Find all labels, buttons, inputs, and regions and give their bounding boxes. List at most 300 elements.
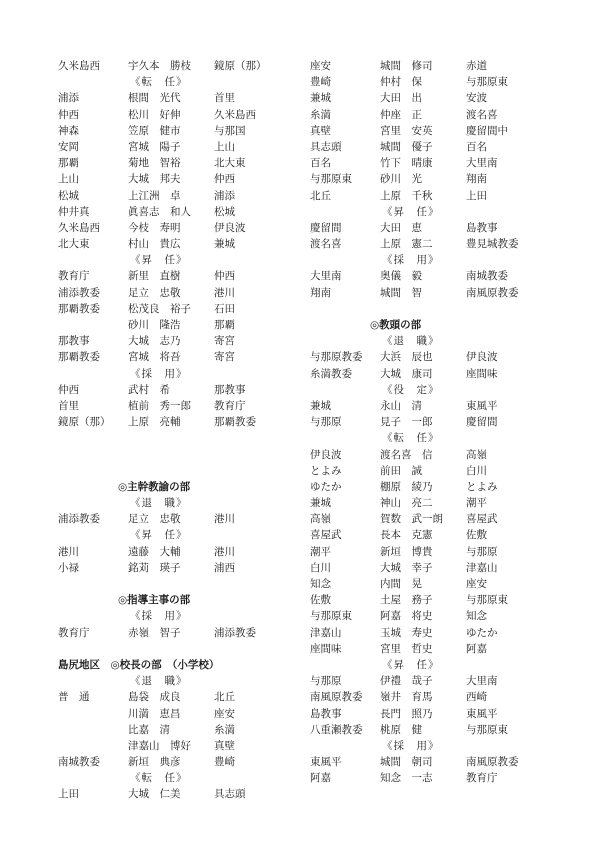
origin-school: 潮平 (310, 545, 331, 558)
origin-school: 仲西 (58, 383, 79, 396)
origin-school: 浦添教委 (58, 513, 100, 526)
person-name: 知念 一志 (380, 772, 433, 785)
personnel-row (58, 722, 298, 738)
spacer (58, 641, 298, 657)
person-name: 川満 恵昌 (128, 707, 181, 720)
origin-school: 与那原教委 (310, 351, 363, 364)
personnel-row (310, 689, 550, 705)
person-name: 砂川 隆浩 (128, 319, 181, 331)
person-name: 嶺井 育馬 (380, 691, 433, 704)
category-label: 《昇 任》 (130, 529, 188, 542)
origin-school: ゆたか (310, 480, 342, 493)
destination-school: 与那国 (214, 124, 246, 137)
category-label: 《退 職》 (130, 497, 188, 510)
category-subheading (58, 527, 298, 543)
category-label: 《採 用》 (130, 367, 188, 380)
origin-school: 喜屋武 (310, 529, 342, 542)
origin-school: 百名 (310, 157, 331, 170)
destination-school: 仲西 (214, 173, 235, 186)
category-subheading (58, 74, 298, 90)
destination-school: 翔南 (466, 173, 487, 186)
personnel-row (310, 155, 550, 171)
personnel-row (58, 285, 298, 301)
personnel-row (58, 155, 298, 171)
person-name: 桃原 健 (380, 723, 422, 736)
personnel-row (310, 349, 550, 365)
person-name: 阿嘉 将史 (380, 610, 433, 623)
personnel-row (310, 527, 550, 543)
personnel-row (58, 268, 298, 284)
person-name: 上江洲 卓 (128, 189, 181, 202)
person-name: 眞喜志 和人 (128, 205, 191, 218)
personnel-row (310, 107, 550, 123)
origin-school: 久米島西 (58, 221, 100, 234)
section-heading-label: ◎指導主事の部 (118, 594, 191, 607)
category-subheading (310, 252, 550, 268)
personnel-row (58, 398, 298, 414)
destination-school: 浦添教委 (214, 626, 256, 639)
origin-school: 安岡 (58, 140, 79, 153)
person-name: 宮里 安英 (380, 124, 433, 137)
origin-school: 鏡原（那） (58, 416, 111, 429)
origin-school: 知念 (310, 578, 331, 590)
personnel-row (310, 414, 550, 430)
personnel-row (310, 511, 550, 527)
category-label: 《転 任》 (130, 76, 188, 89)
category-subheading (58, 608, 298, 624)
personnel-row (58, 188, 298, 204)
personnel-row (310, 770, 550, 786)
personnel-row (310, 479, 550, 495)
destination-school: 慶留間中 (466, 124, 508, 137)
personnel-row (310, 495, 550, 511)
person-name: 赤嶺 智子 (128, 626, 181, 639)
person-name: 永山 清 (380, 399, 422, 412)
person-name: 長門 照乃 (380, 707, 433, 720)
destination-school: 糸満 (214, 723, 235, 736)
category-label: 《退 職》 (382, 335, 440, 348)
person-name: 笠原 健市 (128, 124, 181, 137)
section-heading-label: ◎教頭の部 (370, 319, 422, 331)
person-name: 菊地 智裕 (128, 157, 181, 170)
person-name: 比嘉 清 (128, 723, 170, 736)
destination-school: 豊崎 (214, 756, 235, 769)
person-name: 宮城 将吾 (128, 351, 181, 364)
origin-school: 兼城 (310, 92, 331, 105)
category-subheading (58, 673, 298, 689)
origin-school: 島教事 (310, 707, 342, 720)
origin-school: 与那原 (310, 675, 342, 688)
destination-school: 那覇 (214, 319, 235, 331)
destination-school: 教育庁 (466, 772, 498, 785)
destination-school: 鏡原（那） (214, 60, 267, 72)
person-name: 城間 智 (380, 286, 422, 299)
person-name: 仲村 保 (380, 76, 422, 89)
spacer (58, 463, 298, 479)
origin-school: 兼城 (310, 399, 331, 412)
origin-school: 津嘉山 (310, 626, 342, 639)
personnel-row (310, 608, 550, 624)
origin-school: 阿嘉 (310, 772, 331, 785)
personnel-row (310, 754, 550, 770)
person-name: 大田 出 (380, 92, 422, 105)
destination-school: 浦西 (214, 561, 235, 574)
category-subheading (310, 430, 550, 446)
origin-school: 佐敷 (310, 594, 331, 607)
origin-school: 与那原東 (310, 173, 352, 186)
person-name: 松茂良 裕子 (128, 302, 191, 315)
origin-school: 南城教委 (58, 756, 100, 769)
personnel-row (58, 560, 298, 576)
personnel-row (310, 366, 550, 382)
destination-school: 津嘉山 (466, 561, 498, 574)
destination-school: 潮平 (466, 497, 487, 510)
person-name: 新垣 博貴 (380, 545, 433, 558)
personnel-row (310, 398, 550, 414)
destination-school: 寄宮 (214, 335, 235, 348)
category-subheading (310, 738, 550, 754)
destination-school: 真壁 (214, 739, 235, 752)
personnel-row (310, 220, 550, 236)
personnel-row (310, 641, 550, 657)
personnel-row (58, 544, 298, 560)
person-name: 大田 恵 (380, 221, 422, 234)
personnel-row (58, 414, 298, 430)
person-name: 城間 優子 (380, 140, 433, 153)
person-name: 大城 幸子 (380, 561, 433, 574)
person-name: 仲座 正 (380, 108, 422, 121)
person-name: 城間 朝司 (380, 756, 433, 769)
category-label: 《採 用》 (382, 254, 440, 267)
destination-school: 西崎 (466, 691, 487, 704)
personnel-row (310, 123, 550, 139)
personnel-row (58, 107, 298, 123)
personnel-row (58, 236, 298, 252)
personnel-row (58, 139, 298, 155)
origin-school: 兼城 (310, 497, 331, 510)
category-subheading (58, 366, 298, 382)
origin-school: 教育庁 (58, 270, 90, 283)
destination-school: 南城教委 (466, 270, 508, 283)
personnel-row (58, 204, 298, 220)
person-name: 奥儀 毅 (380, 270, 422, 283)
personnel-row (58, 625, 298, 641)
person-name: 渡名喜 信 (380, 448, 433, 461)
personnel-row (310, 560, 550, 576)
personnel-row (58, 123, 298, 139)
person-name: 前田 誠 (380, 464, 422, 477)
destination-school: 与那原東 (466, 723, 508, 736)
destination-school: 寄宮 (214, 351, 235, 364)
person-name: 松川 好伸 (128, 108, 181, 121)
category-label: 《退 職》 (130, 675, 188, 688)
category-subheading (58, 495, 298, 511)
destination-school: 佐敷 (466, 529, 487, 542)
destination-school: 伊良波 (214, 221, 246, 234)
destination-school: 与那原 (466, 545, 498, 558)
destination-school: 那覇教委 (214, 416, 256, 429)
origin-school: 教育庁 (58, 626, 90, 639)
personnel-row (58, 317, 298, 333)
personnel-row (58, 738, 298, 754)
origin-school: 首里 (58, 399, 79, 412)
person-name: 新里 直樹 (128, 270, 181, 283)
origin-school: 普 通 (58, 691, 90, 704)
category-label: 《昇 任》 (382, 205, 440, 218)
personnel-row (310, 285, 550, 301)
personnel-row (58, 786, 298, 802)
person-name: 村山 貴広 (128, 238, 181, 251)
origin-school: 八重瀬教委 (310, 723, 363, 736)
personnel-row (58, 349, 298, 365)
spacer (58, 576, 298, 592)
category-subheading (310, 382, 550, 398)
personnel-row (310, 188, 550, 204)
category-subheading (58, 252, 298, 268)
personnel-row (310, 463, 550, 479)
origin-school: 高嶺 (310, 513, 331, 526)
personnel-row (310, 706, 550, 722)
destination-school: 那教事 (214, 383, 246, 396)
origin-school: 神森 (58, 124, 79, 137)
spacer (310, 301, 550, 317)
person-name: 銘苅 瑛子 (128, 561, 181, 574)
personnel-row (310, 236, 550, 252)
person-name: 竹下 晴康 (380, 157, 433, 170)
origin-school: 浦添 (58, 92, 79, 105)
personnel-row (310, 592, 550, 608)
person-name: 大浜 辰也 (380, 351, 433, 364)
person-name: 城間 修司 (380, 60, 433, 72)
person-name: 足立 忠敬 (128, 286, 181, 299)
category-label: 《昇 任》 (382, 658, 440, 671)
personnel-row (58, 58, 298, 74)
person-name: 宇久本 勝枝 (128, 60, 191, 72)
person-name: 神山 亮二 (380, 497, 433, 510)
origin-school: 慶留間 (310, 221, 342, 234)
origin-school: 真壁 (310, 124, 331, 137)
destination-school: 島教事 (466, 221, 498, 234)
person-name: 島袋 成良 (128, 691, 181, 704)
personnel-row (58, 511, 298, 527)
personnel-row (58, 754, 298, 770)
person-name: 賀数 武一朗 (380, 513, 443, 526)
origin-school: 北丘 (310, 189, 331, 202)
category-subheading (58, 770, 298, 786)
category-label: 《採 用》 (382, 739, 440, 752)
destination-school: 大里南 (466, 157, 498, 170)
personnel-row (58, 220, 298, 236)
origin-school: 松城 (58, 189, 79, 202)
person-name: 遠藤 大輔 (128, 545, 181, 558)
destination-school: 兼城 (214, 238, 235, 251)
personnel-row (310, 171, 550, 187)
section-heading-label: 島尻地区 ◎校長の部 （小学校） (58, 658, 220, 671)
person-name: 砂川 光 (380, 173, 422, 186)
spacer (58, 447, 298, 463)
section-heading (310, 317, 550, 333)
personnel-row (58, 689, 298, 705)
person-name: 津嘉山 博好 (128, 739, 191, 752)
personnel-row (310, 268, 550, 284)
person-name: 長本 克憲 (380, 529, 433, 542)
destination-school: 仲西 (214, 270, 235, 283)
personnel-row (310, 58, 550, 74)
destination-school: 浦添 (214, 189, 235, 202)
origin-school: とよみ (310, 464, 342, 477)
category-subheading (310, 333, 550, 349)
destination-school: 与那原東 (466, 594, 508, 607)
personnel-row (310, 74, 550, 90)
origin-school: 糸満教委 (310, 367, 352, 380)
personnel-row (310, 447, 550, 463)
destination-school: 石田 (214, 302, 235, 315)
origin-school: 与那原東 (310, 610, 352, 623)
section-heading (58, 592, 298, 608)
destination-school: 座安 (466, 578, 487, 590)
origin-school: 大里南 (310, 270, 342, 283)
destination-school: とよみ (466, 480, 498, 493)
origin-school: 港川 (58, 545, 79, 558)
person-name: 今枝 寿明 (128, 221, 181, 234)
origin-school: 浦添教委 (58, 286, 100, 299)
person-name: 大城 仁美 (128, 788, 181, 801)
destination-school: 久米島西 (214, 108, 256, 121)
origin-school: 那覇 (58, 157, 79, 170)
person-name: 棚原 綾乃 (380, 480, 433, 493)
destination-school: 上山 (214, 140, 235, 153)
category-label: 《転 任》 (130, 772, 188, 785)
destination-school: 喜屋武 (466, 513, 498, 526)
destination-school: 南風原教委 (466, 756, 519, 769)
personnel-row (310, 722, 550, 738)
personnel-row (58, 171, 298, 187)
spacer (58, 430, 298, 446)
origin-school: 那覇教委 (58, 302, 100, 315)
personnel-row (310, 576, 550, 592)
origin-school: 上山 (58, 173, 79, 186)
person-name: 上原 憲二 (380, 238, 433, 251)
origin-school: 南風原教委 (310, 691, 363, 704)
origin-school: 渡名喜 (310, 238, 342, 251)
origin-school: 北大東 (58, 238, 90, 251)
destination-school: 松城 (214, 205, 235, 218)
destination-school: 具志頭 (214, 788, 246, 801)
destination-school: 北大東 (214, 157, 246, 170)
category-label: 《転 任》 (382, 432, 440, 445)
personnel-row (58, 382, 298, 398)
person-name: 大城 志乃 (128, 335, 181, 348)
personnel-row (310, 90, 550, 106)
destination-school: ゆたか (466, 626, 498, 639)
person-name: 植前 秀一郎 (128, 399, 191, 412)
personnel-row (58, 90, 298, 106)
section-heading (58, 657, 298, 673)
origin-school: 小禄 (58, 561, 79, 574)
destination-school: 港川 (214, 286, 235, 299)
person-name: 大城 康司 (380, 367, 433, 380)
person-name: 玉城 寿史 (380, 626, 433, 639)
destination-school: 南風原教委 (466, 286, 519, 299)
category-subheading (310, 657, 550, 673)
origin-school: 久米島西 (58, 60, 100, 72)
origin-school: 仲西 (58, 108, 79, 121)
person-name: 伊禮 哉子 (380, 675, 433, 688)
destination-school: 安波 (466, 92, 487, 105)
personnel-row (58, 706, 298, 722)
personnel-row (310, 625, 550, 641)
origin-school: 伊良波 (310, 448, 342, 461)
section-heading-label: ◎主幹教諭の部 (118, 480, 191, 493)
destination-school: 与那原東 (466, 76, 508, 89)
personnel-row (310, 544, 550, 560)
destination-school: 豊見城教委 (466, 238, 519, 251)
person-name: 宮里 哲史 (380, 642, 433, 655)
destination-school: 知念 (466, 610, 487, 623)
personnel-row (58, 301, 298, 317)
destination-school: 百名 (466, 140, 487, 153)
personnel-row (58, 333, 298, 349)
person-name: 上原 千秋 (380, 189, 433, 202)
person-name: 根間 光代 (128, 92, 181, 105)
destination-school: 港川 (214, 513, 235, 526)
left-column (58, 58, 298, 803)
destination-school: 渡名喜 (466, 108, 498, 121)
section-heading (58, 479, 298, 495)
destination-school: 北丘 (214, 691, 235, 704)
person-name: 上原 亮輔 (128, 416, 181, 429)
category-label: 《役 定》 (382, 383, 440, 396)
person-name: 土屋 務子 (380, 594, 433, 607)
person-name: 足立 忠敬 (128, 513, 181, 526)
category-label: 《採 用》 (130, 610, 188, 623)
origin-school: 座間味 (310, 642, 342, 655)
destination-school: 白川 (466, 464, 487, 477)
destination-school: 慶留間 (466, 416, 498, 429)
personnel-row (310, 139, 550, 155)
destination-school: 伊良波 (466, 351, 498, 364)
destination-school: 高嶺 (466, 448, 487, 461)
destination-school: 赤道 (466, 60, 487, 72)
destination-school: 阿嘉 (466, 642, 487, 655)
person-name: 見子 一郎 (380, 416, 433, 429)
destination-school: 東風平 (466, 399, 498, 412)
destination-school: 港川 (214, 545, 235, 558)
destination-school: 座間味 (466, 367, 498, 380)
category-subheading (310, 204, 550, 220)
origin-school: 与那原 (310, 416, 342, 429)
person-name: 宮城 陽子 (128, 140, 181, 153)
destination-school: 座安 (214, 707, 235, 720)
destination-school: 上田 (466, 189, 487, 202)
destination-school: 首里 (214, 92, 235, 105)
category-label: 《昇 任》 (130, 254, 188, 267)
person-name: 武村 希 (128, 383, 170, 396)
personnel-row (310, 673, 550, 689)
origin-school: 東風平 (310, 756, 342, 769)
origin-school: 那覇教委 (58, 351, 100, 364)
person-name: 内間 晃 (380, 578, 422, 590)
destination-school: 教育庁 (214, 399, 246, 412)
person-name: 大城 邦夫 (128, 173, 181, 186)
origin-school: 仲井真 (58, 205, 90, 218)
origin-school: 那教事 (58, 335, 90, 348)
origin-school: 座安 (310, 60, 331, 72)
origin-school: 翔南 (310, 286, 331, 299)
origin-school: 豊崎 (310, 76, 331, 89)
origin-school: 糸満 (310, 108, 331, 121)
origin-school: 上田 (58, 788, 79, 801)
